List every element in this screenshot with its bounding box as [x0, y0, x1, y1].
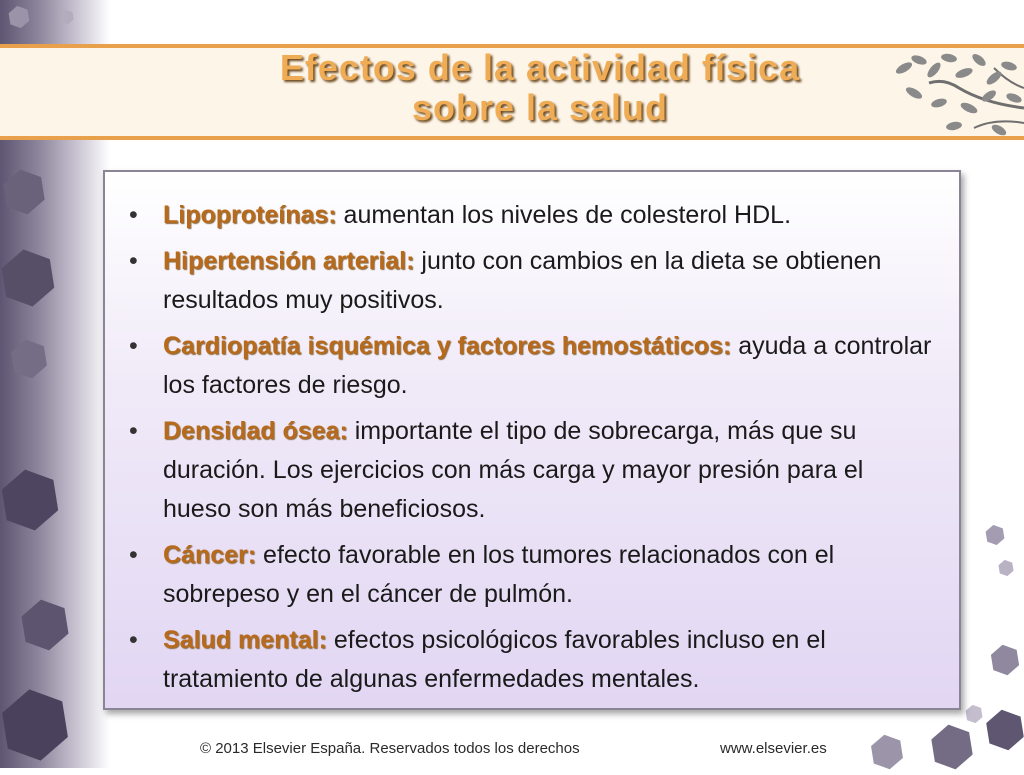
bullet-term: Hipertensión arterial:: [163, 247, 415, 275]
bullet-item-densidad-osea: [129, 412, 935, 529]
slide-title: [150, 48, 930, 128]
bullet-icon: •: [129, 201, 138, 229]
hexagon-shape: [865, 730, 909, 774]
bullet-term: Cáncer:: [163, 541, 257, 569]
bullet-term: Densidad ósea:: [163, 417, 348, 445]
hexagon-shape: [982, 522, 1008, 548]
bullet-icon: •: [129, 417, 138, 445]
footer-website[interactable]: www.elsevier.es: [720, 740, 827, 757]
hexagon-shape: [986, 641, 1024, 679]
bullet-text: efecto favorable en los tumores relacionados con el sobrepeso y en el cáncer de pulmón.: [163, 541, 835, 608]
bullet-icon: •: [129, 247, 138, 275]
bullet-text: aumentan los niveles de colesterol HDL.: [336, 201, 792, 229]
bullet-list: [105, 172, 959, 699]
title-line-2: sobre la salud: [411, 87, 669, 128]
title-line-1: Efectos de la actividad física: [279, 47, 801, 88]
footer-copyright: © 2013 Elsevier España. Reservados todos los derechos: [200, 740, 580, 757]
bullet-item-cancer: [129, 536, 935, 614]
bullet-icon: •: [129, 626, 138, 654]
hexagon-shape: [979, 704, 1024, 755]
bullet-text: junto con cambios en la dieta se obtienen resultados muy positivos.: [163, 247, 882, 314]
content-box: [103, 170, 961, 710]
bullet-term: Cardiopatía isquémica y factores hemostáticos:: [163, 332, 732, 360]
bullet-item-hipertension: [129, 242, 935, 320]
bullet-text: ayuda a controlar los factores de riesgo.: [163, 332, 932, 399]
bullet-text: importante el tipo de sobrecarga, más que su duración. Los ejercicios con más carga y mayor presión para el hueso son más beneficiosos.: [163, 417, 864, 523]
bullet-text: efectos psicológicos favorables incluso en el tratamiento de algunas enfermedades mentales.: [163, 626, 826, 693]
bullet-term: Salud mental:: [163, 626, 327, 654]
bullet-item-cardiopatia: [129, 327, 935, 405]
bullet-item-lipoproteinas: [129, 196, 935, 235]
bullet-icon: •: [129, 541, 138, 569]
hexagon-shape: [996, 558, 1017, 579]
bullet-item-salud-mental: [129, 621, 935, 699]
bullet-term: Lipoproteínas:: [163, 201, 337, 229]
hexagon-shape: [962, 702, 985, 725]
bullet-icon: •: [129, 332, 138, 360]
hexagon-shape: [924, 719, 980, 775]
